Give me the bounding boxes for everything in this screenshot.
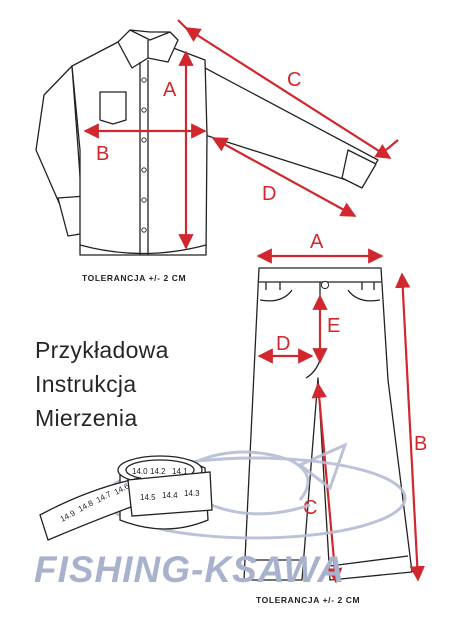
tape-number: 14.2 xyxy=(150,467,166,476)
shirt-tolerance: TOLERANCJA +/- 2 CM xyxy=(82,273,187,283)
tape-number: 14.9 xyxy=(58,508,77,524)
tape-number: 14.6 xyxy=(112,481,131,497)
tape-number: 14.0 xyxy=(132,467,148,476)
pants-label-c: C xyxy=(303,497,318,519)
shirt-label-b: B xyxy=(96,143,110,165)
pants-label-d: D xyxy=(276,333,291,355)
tape-number: 14.8 xyxy=(76,498,95,514)
shirt-illustration xyxy=(36,30,378,255)
tape-number: 14.1 xyxy=(172,467,188,476)
tape-number: 14.4 xyxy=(162,491,178,500)
brand-name: FISHING-KSAWA xyxy=(34,549,346,590)
shirt-label-c: C xyxy=(287,69,302,91)
title-line-1: Przykładowa xyxy=(35,337,169,363)
pants-label-e: E xyxy=(327,315,341,337)
pants-button xyxy=(321,281,328,288)
tape-number: 14.3 xyxy=(184,489,200,498)
title-line-3: Mierzenia xyxy=(35,405,138,431)
pants-tolerance: TOLERANCJA +/- 2 CM xyxy=(256,595,361,605)
tape-number: 14.7 xyxy=(94,489,113,505)
title-line-2: Instrukcja xyxy=(35,371,137,397)
shirt-label-d: D xyxy=(262,183,277,205)
tape-number: 14.5 xyxy=(140,493,156,502)
pants-label-b: B xyxy=(414,433,428,455)
shirt-label-a: A xyxy=(163,79,177,101)
pants-label-a: A xyxy=(310,231,324,253)
